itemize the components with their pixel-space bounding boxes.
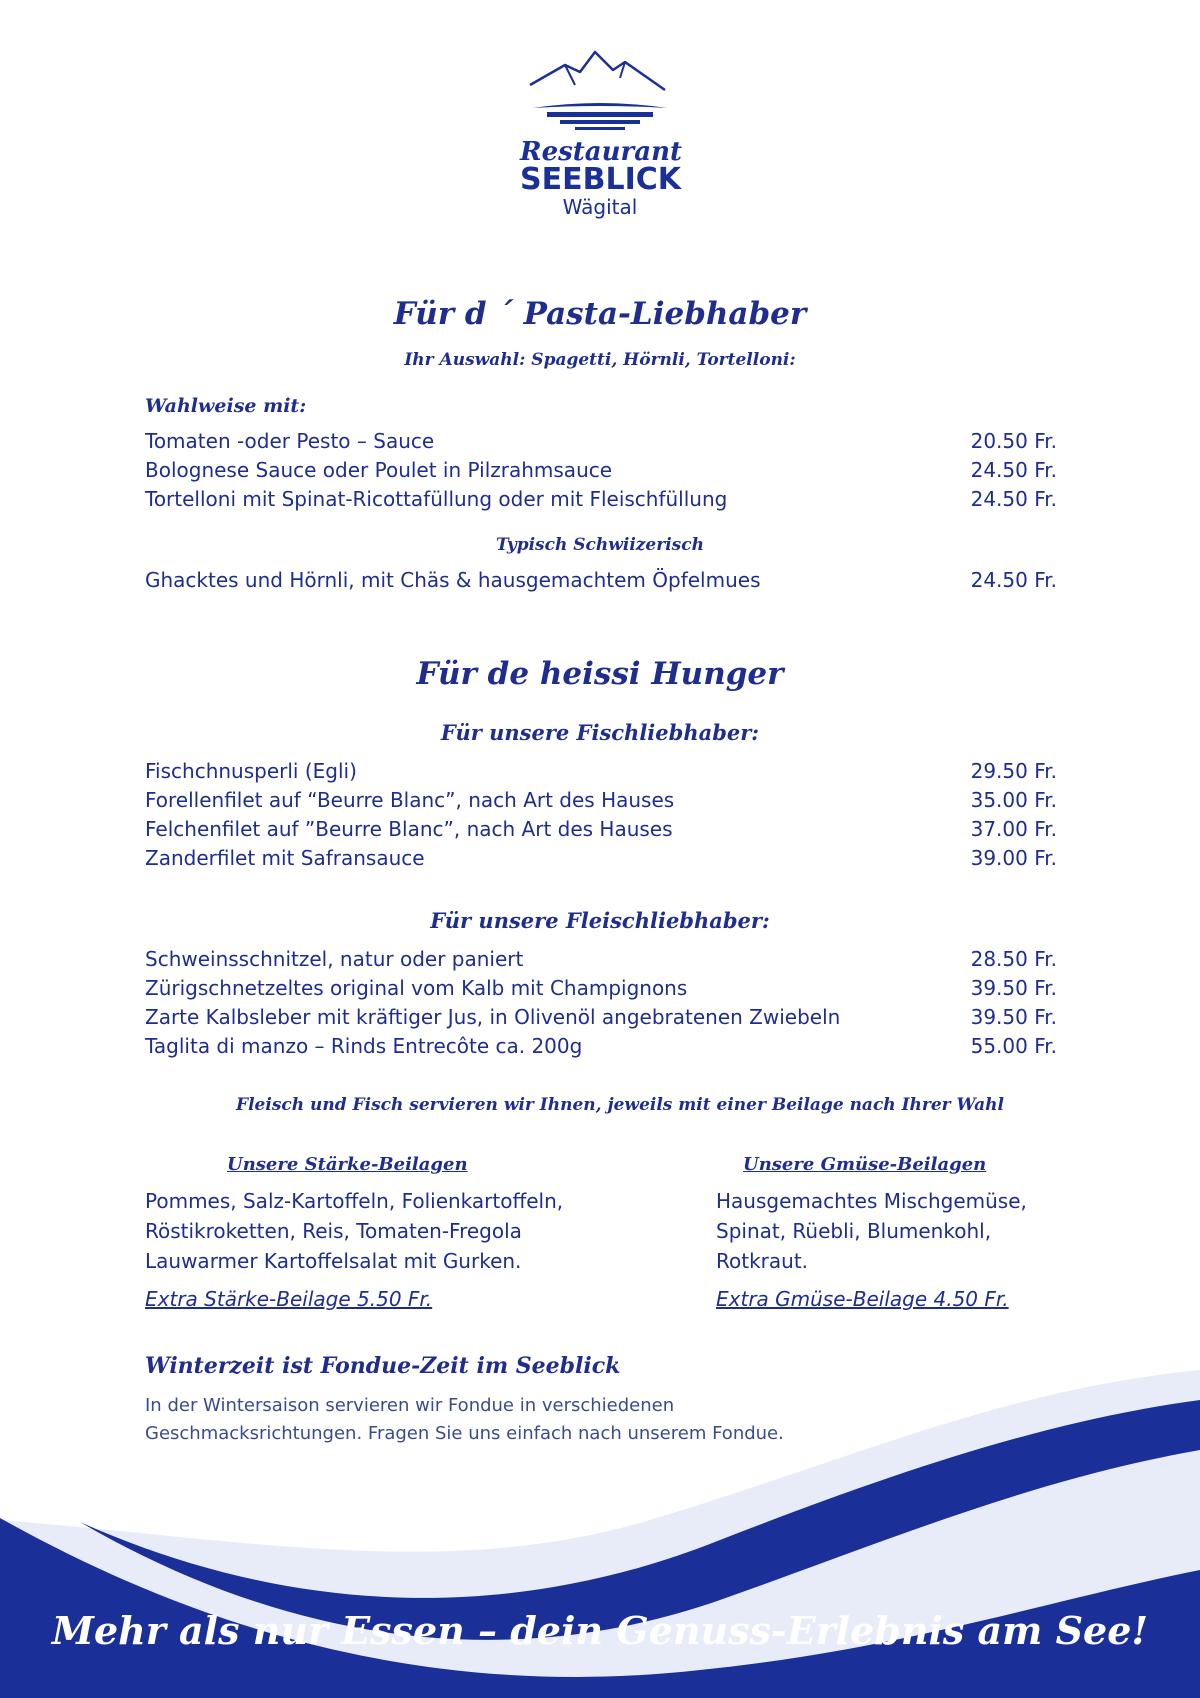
- item-name: Tomaten -oder Pesto – Sauce: [145, 429, 435, 453]
- item-name: Zürigschnetzeltes original vom Kalb mit Champignons: [145, 976, 688, 1000]
- item-price: 39.00 Fr.: [970, 846, 1057, 870]
- item-price: 39.50 Fr.: [970, 1005, 1057, 1029]
- item-name: Tortelloni mit Spinat-Ricottafüllung oder mit Fleischfüllung: [145, 487, 728, 511]
- item-name: Schweinsschnitzel, natur oder paniert: [145, 947, 524, 971]
- veg-line: Rotkraut.: [716, 1249, 809, 1273]
- item-name: Forellenfilet auf “Beurre Blanc”, nach Art des Hauses: [145, 788, 675, 812]
- item-name: Bolognese Sauce oder Poulet in Pilzrahmsauce: [145, 458, 613, 482]
- veg-extra-price: Extra Gmüse-Beilage 4.50 Fr.: [716, 1287, 1009, 1311]
- pasta-with-label: Wahlweise mit:: [145, 395, 307, 417]
- item-name: Taglita di manzo – Rinds Entrecôte ca. 200g: [145, 1034, 583, 1058]
- logo-location: Wägital: [562, 195, 638, 219]
- item-name: Zarte Kalbsleber mit kräftiger Jus, in Olivenöl angebratenen Zwiebeln: [145, 1005, 841, 1029]
- veg-line: Hausgemachtes Mischgemüse,: [716, 1189, 1027, 1213]
- starch-sides-heading: Unsere Stärke-Beilagen: [227, 1154, 468, 1175]
- meat-label: Für unsere Fleischliebhaber:: [430, 908, 770, 933]
- item-name: Zanderfilet mit Safransauce: [145, 846, 425, 870]
- item-price: 24.50 Fr.: [970, 487, 1057, 511]
- footer-slogan: Mehr als nur Essen – dein Genuss-Erlebnis am See!: [51, 1608, 1149, 1653]
- logo-restaurant: Restaurant: [520, 137, 683, 167]
- hunger-title: Für de heissi Hunger: [416, 656, 784, 692]
- veg-line: Spinat, Rüebli, Blumenkohl,: [716, 1219, 992, 1243]
- starch-extra-price: Extra Stärke-Beilage 5.50 Fr.: [145, 1287, 433, 1311]
- pasta-subtitle: Ihr Auswahl: Spagetti, Hörnli, Tortelloni:: [404, 350, 796, 370]
- fish-label: Für unsere Fischliebhaber:: [440, 720, 760, 745]
- item-price: 29.50 Fr.: [970, 759, 1057, 783]
- item-name: Fischchnusperli (Egli): [145, 759, 357, 783]
- item-name: Ghacktes und Hörnli, mit Chäs & hausgemachtem Öpfelmues: [145, 568, 761, 592]
- item-price: 28.50 Fr.: [970, 947, 1057, 971]
- starch-line: Pommes, Salz-Kartoffeln, Folienkartoffeln,: [145, 1189, 564, 1213]
- mountain-lake-icon: [525, 50, 675, 135]
- item-price: 24.50 Fr.: [970, 458, 1057, 482]
- starch-sides: [145, 1150, 665, 1314]
- item-name: Felchenfilet auf ”Beurre Blanc”, nach Art des Hauses: [145, 817, 673, 841]
- fondue-description: [145, 1392, 865, 1448]
- starch-line: Lauwarmer Kartoffelsalat mit Gurken.: [145, 1249, 522, 1273]
- side-dish-note: Fleisch und Fisch servieren wir Ihnen, jeweils mit einer Beilage nach Ihrer Wahl: [236, 1095, 1004, 1115]
- pasta-title: Für d ´ Pasta-Liebhaber: [393, 296, 807, 332]
- starch-line: Röstikroketten, Reis, Tomaten-Fregola: [145, 1219, 522, 1243]
- item-price: 35.00 Fr.: [970, 788, 1057, 812]
- logo-name: SEEBLICK: [520, 162, 682, 197]
- swiss-label: Typisch Schwiizerisch: [496, 535, 704, 555]
- item-price: 55.00 Fr.: [970, 1034, 1057, 1058]
- fondue-line: Geschmacksrichtungen. Fragen Sie uns einfach nach unserem Fondue.: [145, 1423, 784, 1444]
- item-price: 39.50 Fr.: [970, 976, 1057, 1000]
- veg-sides-heading: Unsere Gmüse-Beilagen: [743, 1154, 987, 1175]
- fondue-line: In der Wintersaison servieren wir Fondue in verschiedenen: [145, 1395, 675, 1416]
- veg-sides: [716, 1150, 1116, 1314]
- item-price: 20.50 Fr.: [970, 429, 1057, 453]
- restaurant-logo: [520, 50, 683, 219]
- fondue-title: Winterzeit ist Fondue-Zeit im Seeblick: [145, 1353, 621, 1379]
- item-price: 37.00 Fr.: [970, 817, 1057, 841]
- item-price: 24.50 Fr.: [970, 568, 1057, 592]
